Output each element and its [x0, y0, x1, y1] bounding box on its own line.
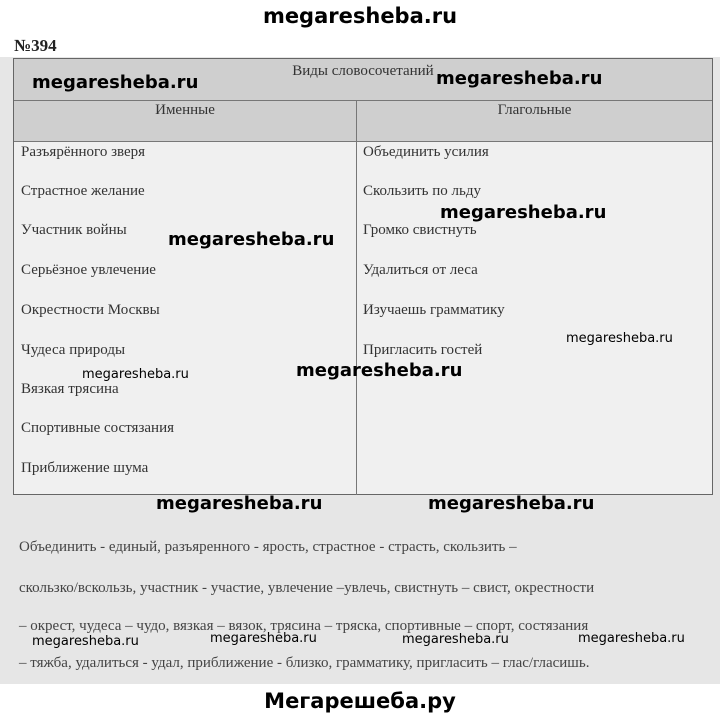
nominal-item: Участник войны — [21, 222, 127, 238]
nominal-item: Окрестности Москвы — [21, 302, 160, 318]
site-footer-title[interactable]: Мегарешеба.ру — [0, 684, 720, 719]
verbal-item: Скользить по льду — [363, 183, 481, 199]
watermark: megaresheba.ru — [402, 632, 509, 647]
nominal-item: Страстное желание — [21, 183, 145, 199]
explanation-line: – тяжба, удалиться - удал, приближение - близко, грамматику, пригласить – глас/гласишь. — [19, 655, 590, 671]
nominal-item: Приближение шума — [21, 460, 149, 476]
nominal-item: Вязкая трясина — [21, 381, 119, 397]
nominal-item: Чудеса природы — [21, 342, 126, 358]
verbal-item: Пригласить гостей — [363, 342, 483, 358]
verbal-item: Удалиться от леса — [363, 262, 478, 278]
verbal-item: Изучаешь грамматику — [363, 302, 505, 318]
explanation-line: скользко/вскользь, участник - участие, увлечение –увлечь, свистнуть – свист, окрестности — [19, 580, 595, 596]
nominal-item: Серьёзное увлечение — [21, 262, 156, 278]
verbal-item: Громко свистнуть — [363, 222, 477, 238]
table-title: Виды словосочетаний — [292, 63, 434, 79]
watermark: megaresheba.ru — [156, 493, 323, 514]
explanation-line: Объединить - единый, разъяренного - ярость, страстное - страсть, скользить – — [19, 539, 517, 555]
site-header-title[interactable]: megaresheba.ru — [262, 4, 458, 28]
watermark: megaresheba.ru — [296, 360, 463, 381]
watermark: megaresheba.ru — [566, 331, 673, 346]
verbal-item: Объединить усилия — [363, 144, 489, 160]
watermark: megaresheba.ru — [82, 367, 189, 382]
table-divider-top — [14, 100, 712, 101]
explanation-line: – окрест, чудеса – чудо, вязкая – вязок, трясина – тряска, спортивные – спорт, состязания — [19, 618, 589, 634]
column-header-verbal: Глагольные — [497, 102, 572, 118]
word-combinations-table — [13, 58, 713, 495]
watermark: megaresheba.ru — [436, 68, 603, 89]
column-header-nominal: Именные — [155, 102, 215, 118]
watermark: megaresheba.ru — [168, 229, 335, 250]
table-divider-header — [14, 141, 712, 142]
watermark: megaresheba.ru — [32, 72, 199, 93]
nominal-item: Спортивные состязания — [21, 420, 174, 436]
watermark: megaresheba.ru — [32, 634, 139, 649]
task-number: №394 — [14, 36, 57, 55]
watermark: megaresheba.ru — [210, 631, 317, 646]
watermark: megaresheba.ru — [578, 631, 685, 646]
watermark: megaresheba.ru — [428, 493, 595, 514]
nominal-item: Разъярённого зверя — [21, 144, 146, 160]
watermark: megaresheba.ru — [440, 202, 607, 223]
table-divider-column — [356, 100, 357, 495]
